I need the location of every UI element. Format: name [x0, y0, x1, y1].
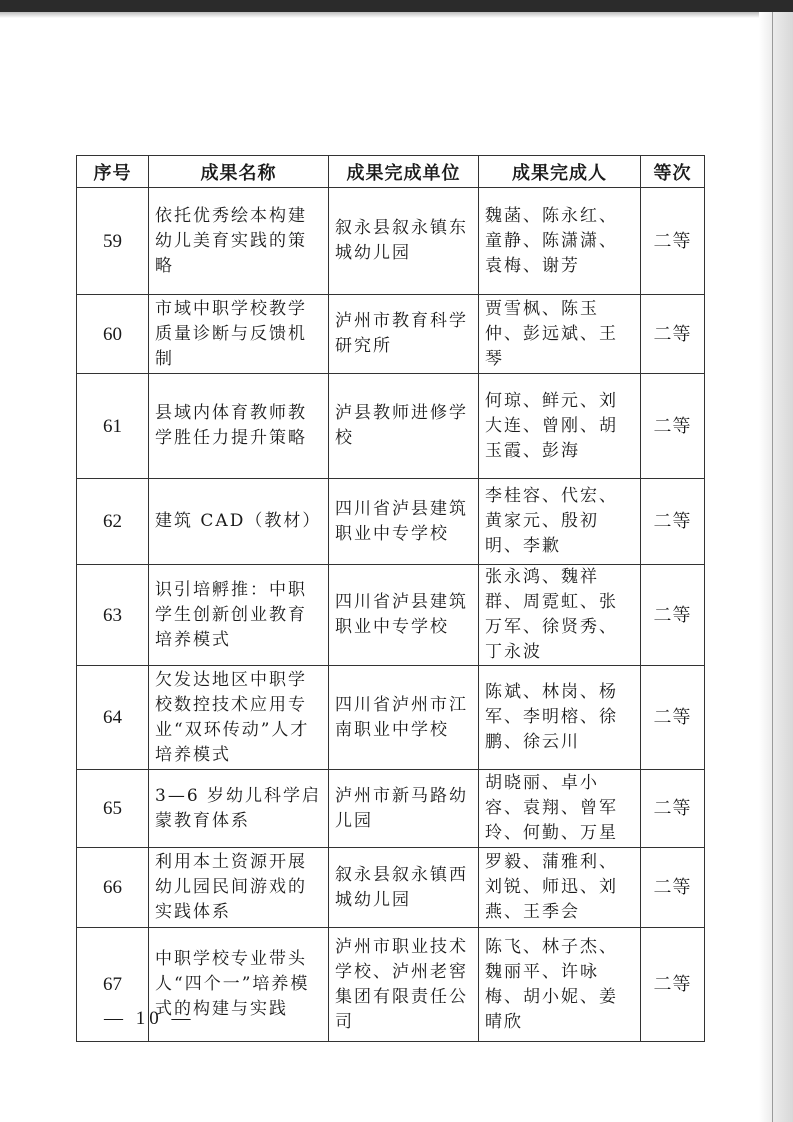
row-people: 张永鸿、魏祥群、周霓虹、张万军、徐贤秀、丁永波	[479, 565, 641, 666]
row-unit: 叙永县叙永镇西城幼儿园	[329, 848, 479, 928]
row-grade: 二等	[641, 928, 705, 1042]
row-serial: 59	[77, 188, 149, 295]
row-achievement-name: 3—6 岁幼儿科学启蒙教育体系	[149, 770, 329, 848]
row-unit: 叙永县叙永镇东城幼儿园	[329, 188, 479, 295]
row-achievement-name: 依托优秀绘本构建幼儿美育实践的策略	[149, 188, 329, 295]
table-row	[77, 295, 705, 374]
row-people: 贾雪枫、陈玉仲、彭远斌、王琴	[479, 295, 641, 374]
row-serial: 63	[77, 565, 149, 666]
row-people: 罗毅、蒲雅利、刘锐、师迅、刘燕、王季会	[479, 848, 641, 928]
row-achievement-name: 县域内体育教师教学胜任力提升策略	[149, 374, 329, 479]
header-achievement-name: 成果名称	[149, 156, 329, 188]
table-row	[77, 770, 705, 848]
row-unit: 四川省泸县建筑职业中专学校	[329, 565, 479, 666]
row-achievement-name: 市域中职学校教学质量诊断与反馈机制	[149, 295, 329, 374]
row-achievement-name: 中职学校专业带头人“四个一”培养模式的构建与实践	[149, 928, 329, 1042]
header-people: 成果完成人	[479, 156, 641, 188]
header-serial: 序号	[77, 156, 149, 188]
table-row	[77, 374, 705, 479]
row-grade: 二等	[641, 479, 705, 565]
row-people: 陈飞、林子杰、魏丽平、许咏梅、胡小妮、姜晴欣	[479, 928, 641, 1042]
row-serial: 66	[77, 848, 149, 928]
row-grade: 二等	[641, 565, 705, 666]
scan-top-shadow	[0, 12, 793, 18]
scan-right-edge	[772, 12, 773, 1122]
row-achievement-name: 识引培孵推：中职学生创新创业教育培养模式	[149, 565, 329, 666]
row-grade: 二等	[641, 188, 705, 295]
row-unit: 泸州市新马路幼儿园	[329, 770, 479, 848]
table-row	[77, 666, 705, 770]
row-grade: 二等	[641, 295, 705, 374]
row-serial: 60	[77, 295, 149, 374]
row-people: 何琼、鲜元、刘大连、曾刚、胡玉霞、彭海	[479, 374, 641, 479]
row-achievement-name: 利用本土资源开展幼儿园民间游戏的实践体系	[149, 848, 329, 928]
table-row	[77, 479, 705, 565]
scan-top-border	[0, 0, 793, 12]
row-serial: 65	[77, 770, 149, 848]
row-people: 陈斌、林岗、杨军、李明榕、徐鹏、徐云川	[479, 666, 641, 770]
table-row	[77, 565, 705, 666]
row-people: 李桂容、代宏、黄家元、殷初明、李歉	[479, 479, 641, 565]
scan-right-shadow	[759, 12, 793, 1122]
row-unit: 四川省泸州市江南职业中学校	[329, 666, 479, 770]
row-grade: 二等	[641, 770, 705, 848]
header-grade: 等次	[641, 156, 705, 188]
table-row	[77, 848, 705, 928]
row-achievement-name: 欠发达地区中职学校数控技术应用专业“双环传动”人才培养模式	[149, 666, 329, 770]
row-grade: 二等	[641, 848, 705, 928]
row-unit: 泸县教师进修学校	[329, 374, 479, 479]
row-grade: 二等	[641, 374, 705, 479]
row-serial: 61	[77, 374, 149, 479]
row-unit: 泸州市教育科学研究所	[329, 295, 479, 374]
row-serial: 62	[77, 479, 149, 565]
page-number: — 10 —	[104, 1008, 195, 1029]
row-people: 胡晓丽、卓小容、袁翔、曾军玲、何勤、万星	[479, 770, 641, 848]
row-people: 魏菡、陈永红、童静、陈潇潇、袁梅、谢芳	[479, 188, 641, 295]
header-unit: 成果完成单位	[329, 156, 479, 188]
results-table	[76, 155, 705, 1042]
table-row	[77, 188, 705, 295]
table-header-row	[77, 156, 705, 188]
row-achievement-name: 建筑 CAD（教材）	[149, 479, 329, 565]
row-serial: 64	[77, 666, 149, 770]
row-grade: 二等	[641, 666, 705, 770]
row-serial: 67	[77, 928, 149, 1042]
row-unit: 泸州市职业技术学校、泸州老窖集团有限责任公司	[329, 928, 479, 1042]
row-unit: 四川省泸县建筑职业中专学校	[329, 479, 479, 565]
